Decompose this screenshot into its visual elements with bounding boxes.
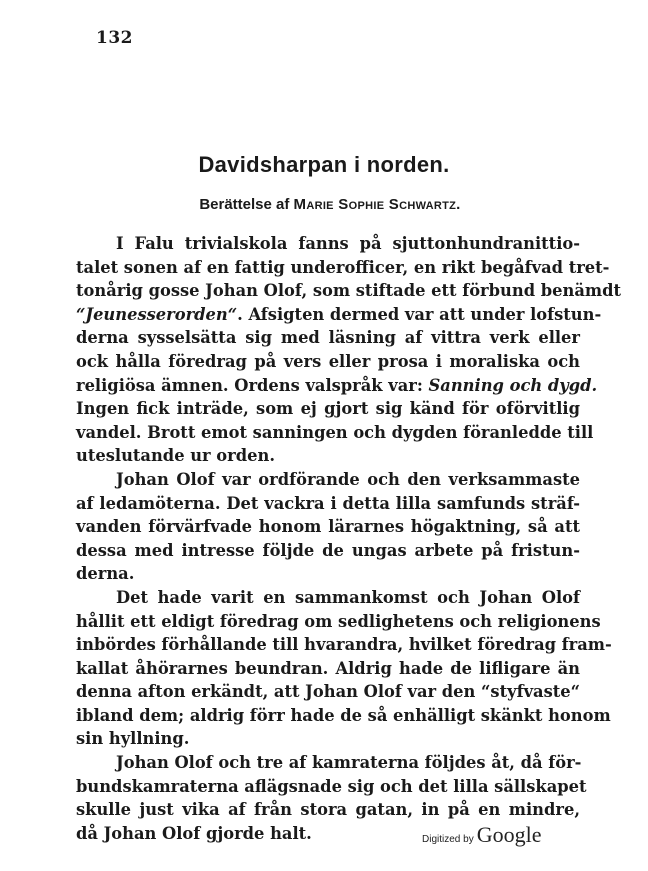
text-line [76, 444, 580, 468]
text-line [76, 775, 587, 799]
text-line [76, 303, 602, 327]
text-line [76, 680, 580, 704]
text-line [76, 727, 580, 751]
text-segment: talet sonen af en fattig underofficer, en rikt begåfvad tret- [76, 257, 610, 277]
text-segment: skulle just vika af från stora gatan, in på en mindre, [76, 800, 580, 820]
text-segment: af ledamöterna. Det vackra i detta lilla samfunds sträf- [76, 493, 580, 513]
text-line [76, 704, 611, 728]
text-segment: Ingen fick inträde, som ej gjort sig känd för oförvitlig [76, 399, 580, 419]
body-text [76, 232, 622, 845]
subtitle [0, 196, 648, 213]
text-line [76, 610, 601, 634]
google-wordmark: Google [476, 822, 542, 847]
text-segment: . Afsigten dermed var att under lofstun- [237, 304, 602, 324]
text-line [76, 397, 580, 421]
text-segment: ock hålla föredrag på vers eller prosa i moraliska och [76, 351, 580, 371]
text-segment: I Falu trivialskola fanns på sjuttonhundranittio- [116, 234, 580, 253]
text-segment: derna sysselsätta sig med läsning af vittra verk eller [76, 328, 580, 348]
text-segment: då Johan Olof gjorde halt. [76, 823, 312, 843]
text-line [76, 586, 580, 610]
text-line [76, 350, 580, 374]
chapter-title: Davidsharpan i norden. [198, 152, 450, 177]
text-segment: derna. [76, 564, 135, 584]
text-line [76, 256, 610, 280]
text-line [76, 515, 580, 539]
text-segment: kallat åhörarnes beundran. Aldrig hade de lifligare än [76, 658, 580, 678]
text-segment: tonårig gosse Johan Olof, som stiftade ett förbund benämdt [76, 281, 622, 301]
text-segment: inbördes förhållande till hvarandra, hvilket föredrag fram- [76, 635, 612, 655]
text-segment: denna afton erkändt, att Johan Olof var den “styfvaste“ [76, 682, 580, 702]
text-segment: Det hade varit en sammankomst och Johan Olof [116, 587, 580, 607]
text-segment: Johan Olof och tre af kamraterna följdes åt, då för- [116, 753, 582, 773]
italic-text: Sanning och dygd. [428, 375, 598, 395]
text-segment: ibland dem; aldrig förr hade de så enhälligt skänkt honom [76, 705, 611, 725]
text-line [76, 468, 580, 492]
author-name: Marie Sophie Schwartz. [293, 196, 461, 213]
text-line [76, 798, 580, 822]
text-segment: bundskamraterna aflägsnade sig och det lilla sällskapet [76, 776, 587, 796]
text-line [76, 657, 580, 681]
text-segment: sin hyllning. [76, 729, 190, 749]
text-line [76, 421, 594, 445]
text-line [76, 492, 580, 516]
text-line [76, 326, 580, 350]
paragraph [76, 468, 580, 586]
text-segment: religiösa ämnen. Ordens valspråk var: [76, 375, 429, 395]
text-line [76, 562, 580, 586]
subtitle-prefix: Berättelse af [199, 196, 290, 213]
italic-text: “Jeunesserorden“ [76, 304, 238, 324]
text-line [76, 539, 580, 563]
text-line [76, 751, 580, 775]
text-segment: hållit ett eldigt föredrag om sedlighetens och religionens [76, 611, 601, 631]
text-segment: Johan Olof var ordförande och den verksammaste [116, 469, 580, 489]
text-segment: vanden förvärfvade honom lärarnes högaktning, så att [76, 517, 580, 537]
text-segment: uteslutande ur orden. [76, 446, 275, 466]
paragraph [76, 586, 612, 751]
text-line [76, 374, 598, 398]
page-number: 132 [96, 28, 133, 48]
text-line [76, 232, 580, 256]
text-line [76, 633, 612, 657]
text-segment: dessa med intresse följde de ungas arbete på fristun- [76, 540, 580, 560]
text-line [76, 279, 622, 303]
digitized-by-label: Digitized by [422, 834, 474, 845]
digitized-footer [422, 822, 541, 848]
text-segment: vandel. Brott emot sanningen och dygden föranledde till [76, 422, 594, 442]
paragraph [76, 232, 622, 468]
